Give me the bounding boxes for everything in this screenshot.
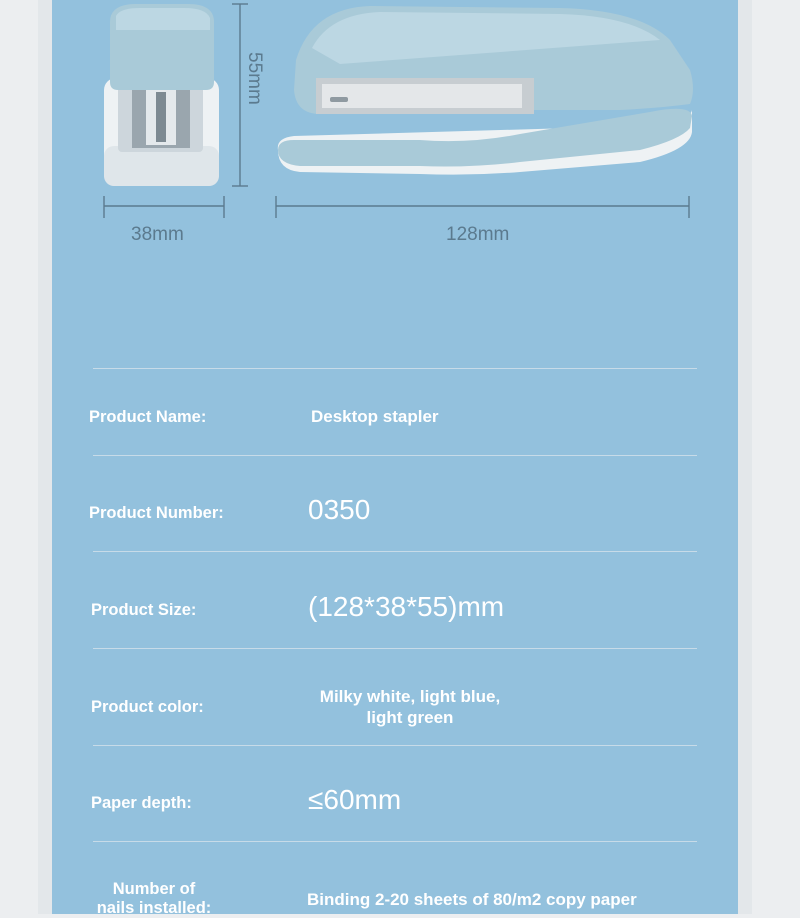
spec-label-nails-installed: Number of nails installed: (96, 880, 212, 917)
stapler-front-view (104, 4, 219, 186)
table-divider (93, 841, 697, 842)
length-dimension-label: 128mm (446, 224, 510, 245)
spec-label-paper-depth: Paper depth: (91, 794, 192, 812)
stapler-dimension-figure (0, 0, 800, 260)
spec-label-product-size: Product Size: (91, 601, 197, 619)
table-divider (93, 551, 697, 552)
spec-label-product-number: Product Number: (89, 504, 224, 522)
table-divider (93, 648, 697, 649)
stapler-side-view (278, 6, 693, 175)
table-divider (93, 368, 697, 369)
spec-label-product-name: Product Name: (89, 408, 207, 426)
width-dimension-line (104, 196, 224, 218)
spec-value-nails-installed: Binding 2-20 sheets of 80/m2 copy paper (307, 890, 637, 909)
width-dimension-label: 38mm (131, 224, 184, 245)
spec-value-product-size: (128*38*55)mm (308, 591, 505, 622)
spec-value-paper-depth: ≤60mm (308, 784, 402, 815)
spec-label-product-color: Product color: (91, 698, 204, 716)
spec-value-product-color: Milky white, light blue, light green (319, 687, 501, 727)
table-divider (93, 745, 697, 746)
spec-value-product-number: 0350 (308, 494, 371, 525)
table-divider (93, 455, 697, 456)
length-dimension-line (276, 196, 689, 218)
spec-value-product-name: Desktop stapler (311, 407, 439, 426)
height-dimension-label: 55mm (244, 52, 265, 105)
